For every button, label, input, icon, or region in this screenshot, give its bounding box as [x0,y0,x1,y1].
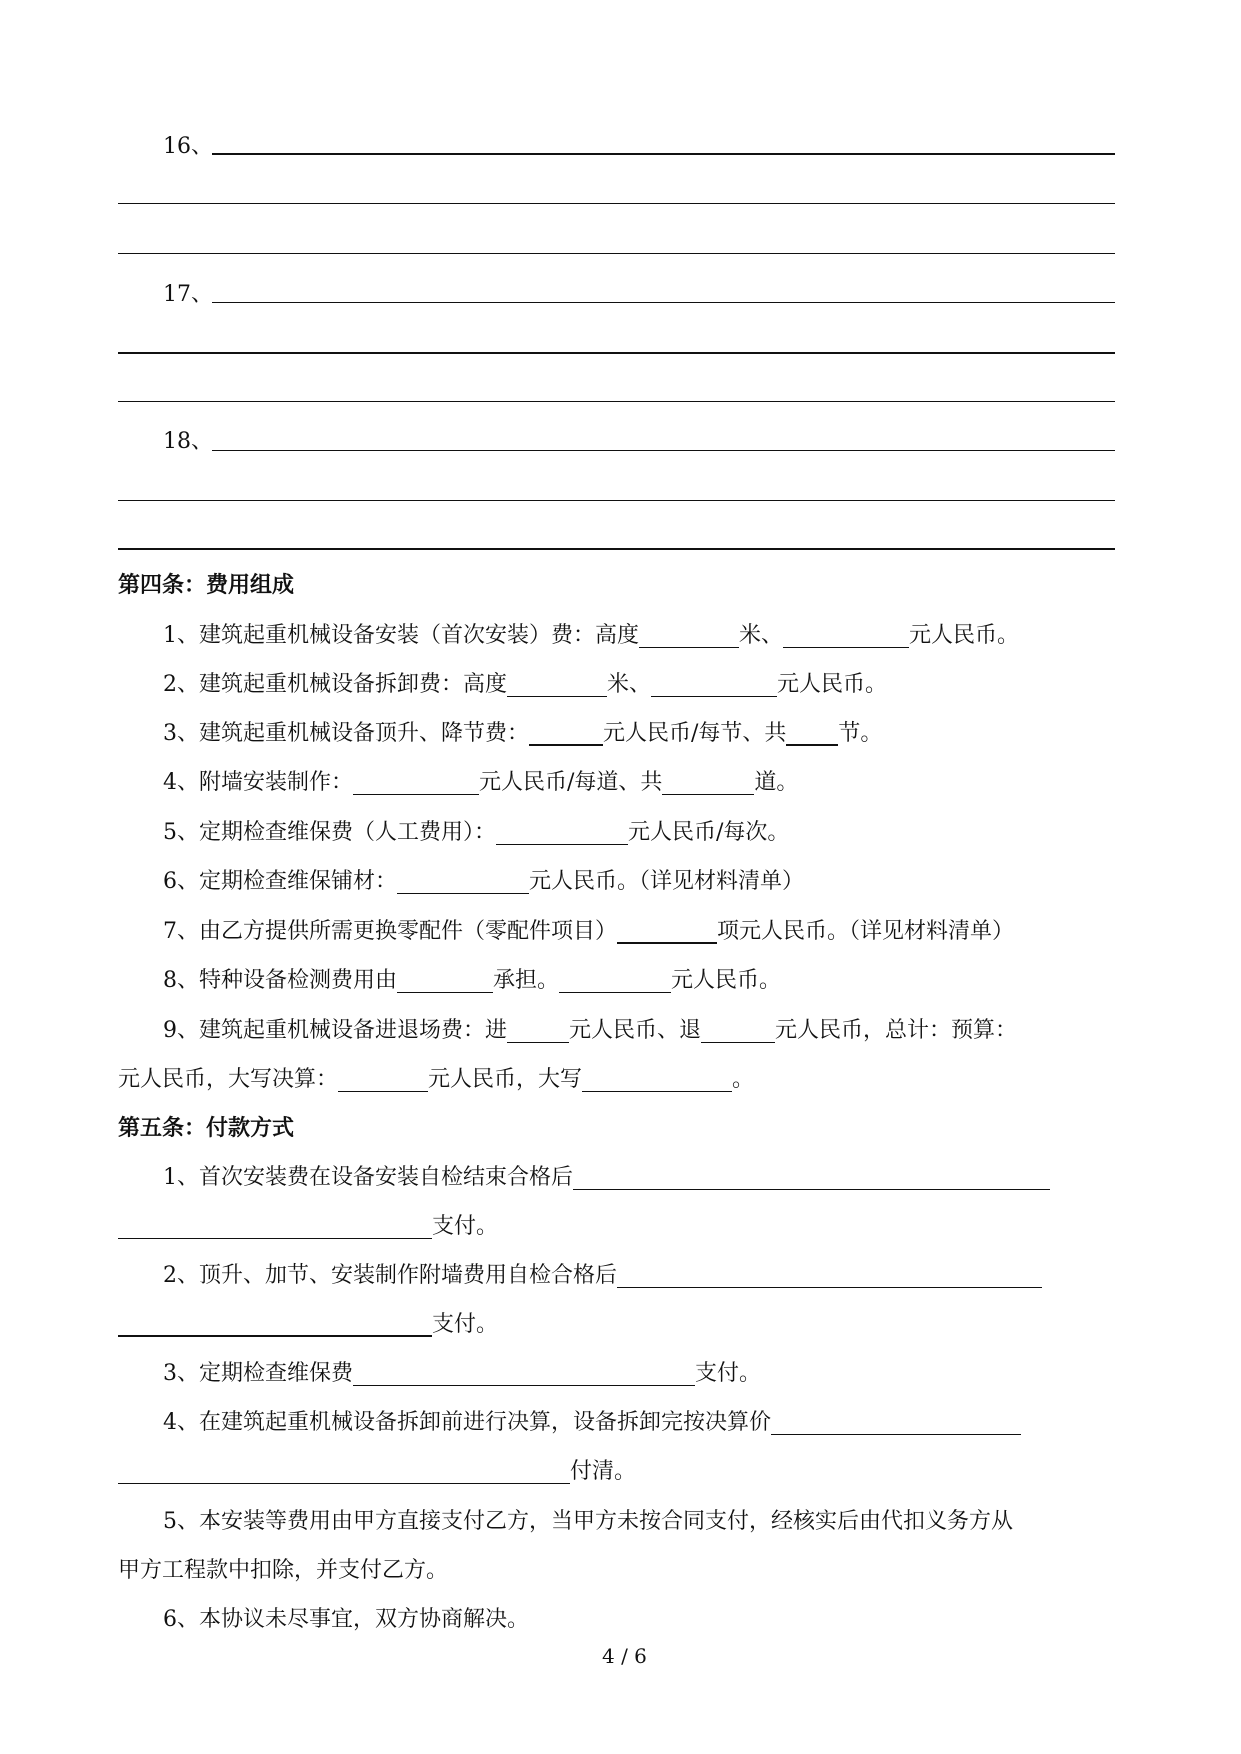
amount-blank[interactable] [559,970,671,993]
fee-line-9-budget: 元人民币，大写决算： [118,1067,339,1092]
fee-line-4-text: 4、附墙安装制作： [163,770,353,795]
article-5-heading: 第五条：付款方式 [118,1115,295,1141]
fee-line-3-text: 3、建筑起重机械设备顶升、降节费： [163,721,529,746]
payment-line-3-end: 支付。 [695,1361,762,1386]
fee-line-5-text: 5、定期检查维保费（人工费用）： [163,820,496,845]
fee-line-4-end: 道。 [754,770,799,795]
payment-line-4-cont [118,1458,636,1486]
fee-line-1-currency: 元人民币。 [909,623,1020,648]
item-17-blank-line[interactable] [212,302,1115,303]
payment-line-1-end: 支付。 [432,1214,499,1239]
payment-blank[interactable] [771,1412,1021,1435]
amount-blank[interactable] [617,920,717,944]
payment-line-1 [163,1164,1050,1192]
payment-blank[interactable] [617,1265,1042,1288]
fee-line-9-mid: 元人民币、退 [569,1018,702,1043]
payment-line-3 [163,1360,761,1388]
item-18-number: 18、 [163,429,213,454]
fee-line-5-unit: 元人民币/每次。 [628,820,790,845]
fee-line-1 [163,622,1019,650]
item-17-blank-line-3[interactable] [118,401,1115,402]
payment-line-5-cont: 甲方工程款中扣除，并支付乙方。 [118,1558,449,1583]
exit-fee-blank[interactable] [701,1020,775,1043]
fee-line-4-unit: 元人民币/每道、共 [479,770,663,795]
payment-line-1-text: 1、首次安装费在设备安装自检结束合格后 [163,1165,573,1190]
item-16-blank-line-3[interactable] [118,253,1115,254]
fee-line-7-unit: 项元人民币。（详见材料清单） [717,919,1015,944]
fee-line-9-capital: 元人民币，大写 [428,1067,583,1092]
fee-line-6 [163,868,804,896]
fee-line-9-total: 元人民币，总计：预算： [775,1018,1018,1043]
payment-line-2-cont [118,1311,498,1339]
payment-line-5: 5、本安装等费用由甲方直接支付乙方，当甲方未按合同支付，经核实后由代扣义务方从 [163,1509,1013,1534]
fee-line-2-unit: 米、 [607,672,652,697]
amount-blank[interactable] [496,822,628,845]
fee-line-9-text: 9、建筑起重机械设备进退场费：进 [163,1018,507,1043]
amount-blank[interactable] [397,871,529,894]
payment-line-3-text: 3、定期检查维保费 [163,1361,353,1386]
fee-line-2-text: 2、建筑起重机械设备拆卸费：高度 [163,672,507,697]
fee-line-1-unit: 米、 [739,623,784,648]
fee-line-4 [163,769,798,797]
fee-line-8-currency: 元人民币。 [671,968,782,993]
fee-line-7 [163,918,1014,946]
payment-blank[interactable] [118,1216,432,1239]
entry-fee-blank[interactable] [507,1020,569,1043]
payment-blank[interactable] [573,1167,1050,1190]
fee-line-9 [163,1017,1017,1045]
item-18-blank-line-2[interactable] [118,500,1115,501]
payment-blank[interactable] [118,1313,432,1337]
fee-line-3 [163,720,882,748]
payment-blank[interactable] [353,1363,695,1386]
fee-line-8-mid: 承担。 [493,968,560,993]
payment-line-1-cont [118,1213,498,1241]
fee-line-5 [163,819,789,847]
item-17-blank-line-2[interactable] [118,352,1115,354]
fee-line-3-end: 节。 [838,721,883,746]
fee-line-6-unit: 元人民币。（详见材料清单） [529,869,805,894]
amount-blank[interactable] [651,674,777,697]
payment-line-4 [163,1409,1021,1437]
amount-blank[interactable] [529,722,603,746]
fee-line-8-text: 8、特种设备检测费用由 [163,968,397,993]
fee-line-8 [163,967,781,995]
payment-line-2-text: 2、顶升、加节、安装制作附墙费用自检合格后 [163,1263,617,1288]
fee-line-3-unit: 元人民币/每节、共 [603,721,787,746]
count-blank[interactable] [662,772,754,795]
amount-blank[interactable] [783,625,909,648]
item-18-blank-line-3[interactable] [118,548,1115,550]
fee-line-7-text: 7、由乙方提供所需更换零配件（零配件项目） [163,919,617,944]
capital-amount-blank[interactable] [582,1069,732,1092]
payment-line-4-end: 付清。 [570,1459,637,1484]
item-18-blank-line[interactable] [212,450,1115,451]
article-4-heading: 第四条：费用组成 [118,572,295,598]
final-amount-blank[interactable] [338,1069,428,1092]
item-17-number: 17、 [163,282,213,307]
payment-blank[interactable] [118,1461,570,1484]
fee-line-2-currency: 元人民币。 [777,672,888,697]
payment-line-2 [163,1262,1042,1290]
fee-line-2 [163,671,887,699]
item-16-blank-line[interactable] [212,153,1115,155]
payment-line-6: 6、本协议未尽事宜，双方协商解决。 [163,1607,529,1632]
amount-blank[interactable] [353,772,479,795]
fee-line-1-text: 1、建筑起重机械设备安装（首次安装）费：高度 [163,623,639,648]
item-16-number: 16、 [163,134,213,159]
page-number: 4 / 6 [602,1644,647,1668]
payment-line-2-end: 支付。 [432,1312,499,1337]
fee-line-9-cont [118,1066,754,1094]
height-blank[interactable] [507,674,607,697]
height-blank[interactable] [639,625,739,648]
count-blank[interactable] [786,722,838,746]
payment-line-4-text: 4、在建筑起重机械设备拆卸前进行决算，设备拆卸完按决算价 [163,1410,771,1435]
fee-line-9-end: 。 [732,1067,755,1092]
party-blank[interactable] [397,970,493,993]
fee-line-6-text: 6、定期检查维保铺材： [163,869,397,894]
item-16-blank-line-2[interactable] [118,203,1115,204]
